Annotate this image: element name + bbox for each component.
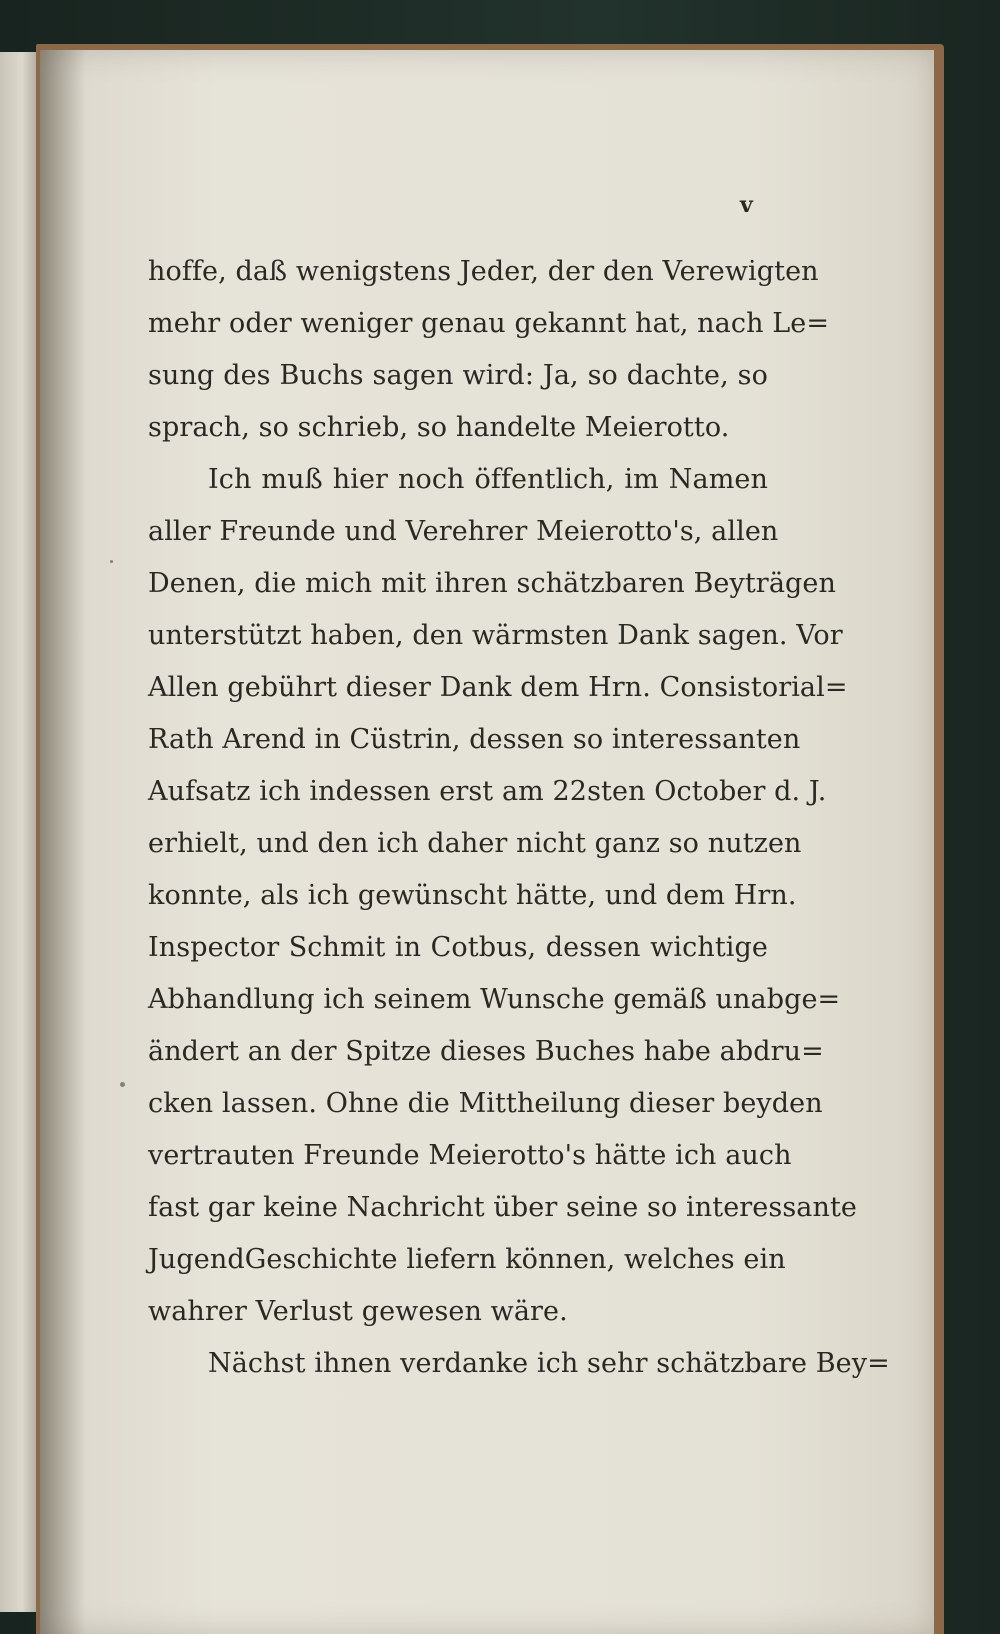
text-line: aller Freunde und Verehrer Meierotto's, allen bbox=[148, 516, 779, 547]
text-line: Aufsatz ich indessen erst am 22sten October d. J. bbox=[148, 776, 827, 807]
page-gutter-shadow bbox=[40, 50, 86, 1634]
text-line: ändert an der Spitze dieses Buches habe abdru= bbox=[148, 1036, 824, 1067]
text-line: vertrauten Freunde Meierotto's hätte ich auch bbox=[148, 1140, 792, 1171]
text-line: wahrer Verlust gewesen wäre. bbox=[148, 1296, 568, 1327]
text-line: Nächst ihnen verdanke ich sehr schätzbare Bey= bbox=[208, 1348, 890, 1379]
text-line: mehr oder weniger genau gekannt hat, nach Le= bbox=[148, 308, 830, 339]
text-line: Rath Arend in Cüstrin, dessen so interessanten bbox=[148, 724, 801, 755]
text-line: Inspector Schmit in Cotbus, dessen wichtige bbox=[148, 932, 768, 963]
text-line: cken lassen. Ohne die Mittheilung dieser beyden bbox=[148, 1088, 823, 1119]
text-line: erhielt, und den ich daher nicht ganz so nutzen bbox=[148, 828, 802, 859]
body-text bbox=[148, 246, 890, 1390]
text-line: sprach, so schrieb, so handelte Meierotto. bbox=[148, 412, 730, 443]
text-line: Abhandlung ich seinem Wunsche gemäß unabge= bbox=[148, 984, 841, 1015]
text-line: fast gar keine Nachricht über seine so interessante bbox=[148, 1192, 858, 1223]
text-line: Denen, die mich mit ihren schätzbaren Beyträgen bbox=[148, 568, 836, 599]
text-line: JugendGeschichte liefern können, welches ein bbox=[148, 1244, 786, 1275]
text-line: hoffe, daß wenigstens Jeder, der den Verewigten bbox=[148, 256, 819, 287]
text-line: konnte, als ich gewünscht hätte, und dem Hrn. bbox=[148, 880, 797, 911]
page-number: v bbox=[740, 192, 753, 218]
page-spot bbox=[110, 560, 113, 563]
text-line: Ich muß hier noch öffentlich, im Namen bbox=[208, 464, 768, 495]
text-line: Allen gebührt dieser Dank dem Hrn. Consistorial= bbox=[148, 672, 848, 703]
text-line: sung des Buchs sagen wird: Ja, so dachte, so bbox=[148, 360, 768, 391]
text-line: unterstützt haben, den wärmsten Dank sagen. Vor bbox=[148, 620, 843, 651]
page-spot bbox=[120, 1082, 125, 1087]
